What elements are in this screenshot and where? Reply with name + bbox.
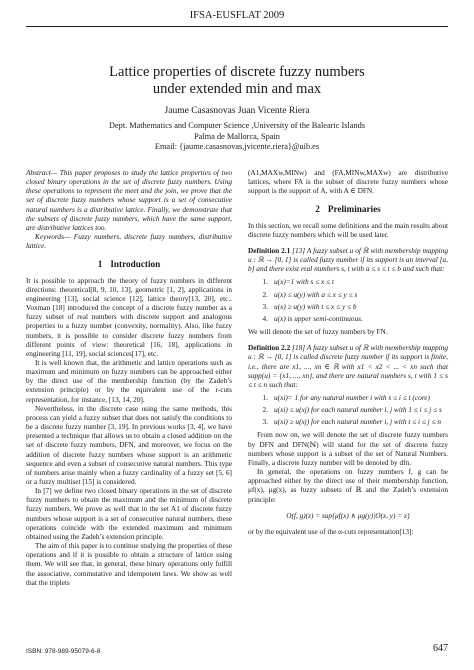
- list-item: [248, 314, 448, 323]
- dfn-notation-paragraph: From now on, we will denote the set of discrete fuzzy numbers by DFN and DFN(ℕ) will stand for the set of discrete fuzzy numbers whose support is a subset of the set of Natural Numbers. Finally, a discrete fuzzy number will be denoted by dfn.: [248, 430, 448, 467]
- title-line-2: under extended min and max: [152, 81, 322, 97]
- affiliation: [0, 121, 474, 153]
- prelim-intro: In this section, we recall some definitions and the main results about discrete fuzzy numbers which will be used later.: [248, 220, 448, 239]
- intro-paragraph-5: The aim of this paper is to continue studying the properties of these operations and if it is possible to obtain a structure of lattice using them. We will see that, in general, these binary operations only fulfill the associative, commutative and idempotent laws. We show as well that the triplets: [26, 541, 232, 587]
- item-number: 1.: [262, 392, 268, 402]
- intro-paragraph-2: It is well known that, the arithmetic and lattice operations such as maximum and minimum on fuzzy numbers can be approached either by the direct use of the membership function (by the Zadeh’s extension principle) or by the equivalent use of the r-cuts representation, for instance, [13, 14, 20].: [26, 357, 232, 404]
- list-item: [248, 302, 448, 311]
- item-text: u(x)=1 with s ≤ x ≤ t: [274, 277, 334, 287]
- fuzzy-number-set-note: We will denote the set of fuzzy numbers by FN.: [248, 327, 388, 337]
- item-text: u(x) is upper semi-continuous.: [274, 313, 363, 323]
- item-text: u(x) ≥ u(y) with t ≤ x ≤ y ≤ b: [274, 301, 357, 311]
- abstract-label: Abstract: [26, 168, 51, 177]
- definition-items: [248, 393, 448, 426]
- section-heading-preliminaries: [248, 205, 448, 214]
- section-title: Preliminaries: [327, 204, 381, 215]
- item-text: u(xi)= 1 for any natural number i with s ≤ i ≤ t (core): [274, 392, 430, 402]
- item-number: 3.: [262, 301, 268, 311]
- list-item: [248, 393, 448, 402]
- alpha-cuts-paragraph: or by the equivalent use of the α-cuts representation[13]:: [248, 526, 414, 536]
- definition-label: Definition 2.1: [248, 245, 291, 255]
- definition-body: [13] A fuzzy subset u of ℝ with membership mapping u : ℝ → [0, 1] is called fuzzy number if its support is an interval [a, b] and there exist real numbers s, t with a ≤ s ≤ t ≤ b and such that:: [248, 245, 448, 274]
- intro-paragraph-4: In [7] we define two closed binary operations in the set of discrete fuzzy numbers to obtain the maximum and the minimum of discrete fuzzy numbers. We prove as well that in the set A1 of discrete fuzzy numbers whose support is a set of consecutive natural numbers, these operations coincide with the extended maximum and minimum obtained using the Zadeh’s extension principle.: [26, 486, 232, 541]
- list-item: [248, 405, 448, 414]
- section-number: 1: [97, 259, 103, 270]
- authors: Jaume Casasnovas Juan Vicente Riera: [164, 106, 310, 116]
- list-item: [248, 277, 448, 286]
- right-column: [248, 168, 448, 536]
- item-number: 4.: [262, 313, 268, 323]
- keywords-text: — Fuzzy numbers, discrete fuzzy numbers, distributive lattice.: [26, 232, 232, 251]
- affiliation-dept: Dept. Mathematics and Computer Science ,University of the Balearic Islands: [109, 121, 365, 130]
- keywords-label: Keywords: [35, 232, 64, 242]
- header-rule: [26, 26, 448, 27]
- affiliation-email: Email: {jaume.casasnovas,jvicente.riera}@uib.es: [154, 142, 320, 152]
- definition-2-1: [248, 246, 448, 323]
- intro-paragraph-1: It is possible to approach the theory of fuzzy numbers in different directions: theoretical[8, 9, 10, 13], geometric [1, 2], applications in engineering [13], social science [12], lattice theory[13, 20], etc.. Voxman [18] introduced the concept of a discrete fuzzy number as a fuzzy subset of real numbers with discrete support and analogous properties to a fuzzy number (convexity, normality). Also, like fuzzy numbers, it is possible to consider discrete fuzzy numbers from different points of view: theoretical [16, 18], applications in engineering [11, 19], social sciences[17], etc.: [26, 275, 232, 358]
- definition-items: [248, 277, 448, 323]
- item-number: 3.: [262, 417, 268, 427]
- section-heading-introduction: [26, 260, 232, 269]
- definition-body: [18] A fuzzy subset u of ℝ with membership mapping u : ℝ → [0, 1] is called discrete fuzzy number if its support is finite, i.e., there are x1, ..., xn ∈ ℝ with x1 < x2 < ... < xn such that supp(u) = {x1, ..., xn}, and there are natural numbers s, t with 1 ≤ s ≤ t ≤ n such that:: [248, 343, 448, 389]
- operations-paragraph: In general, the operations on fuzzy numbers f, g can be approached either by the direct use of their membership function, μf(x), μg(x), as fuzzy subsets of ℝ and the Zadeh’s extension principle:: [248, 467, 448, 504]
- paper-title: [0, 64, 474, 98]
- title-line-1: Lattice properties of discrete fuzzy numbers: [109, 64, 365, 80]
- definition-label: Definition 2.2: [248, 343, 291, 353]
- item-number: 2.: [262, 405, 268, 415]
- item-text: u(xi) ≤ u(xj) for each natural number i, j with 1 ≤ i ≤ j ≤ s: [274, 405, 442, 415]
- keywords: [26, 232, 232, 250]
- definition-2-2: [248, 343, 448, 426]
- abstract: [26, 168, 232, 232]
- intro-paragraph-3: Nevertheless, in the discrete case using the same methods, this process can yield a fuzzy subset that does not satisfy the conditions to be a discrete fuzzy number [3, 19]. In previous works [3, 4], we have presented a technique that allows us to obtain a closed addition on the set of discrete fuzzy numbers, DFN, and moreover, we focus on the addition of discrete fuzzy numbers whose support is an arithmetic sequence and even a subset of consecutive natural numbers. This type of numbers arise mainly when a fuzzy cardinality of a fuzzy set [5, 6] or a fuzzy multiset [15] is considered.: [26, 403, 232, 486]
- page-number: 647: [433, 643, 448, 654]
- section-title: Introduction: [110, 259, 161, 270]
- zadeh-formula: O(f, g)(z) = sup{μf(x) ∧ μg(y)|O(x, y) = z}: [286, 510, 410, 520]
- conference-header: IFSA-EUSFLAT 2009: [189, 10, 285, 21]
- left-column: [26, 168, 232, 587]
- item-text: u(xi) ≥ u(xj) for each natural number i, j with t ≤ i ≤ j ≤ n: [274, 417, 442, 427]
- intro-continuation: (A1,MAXw,MINw) and (FA,MINw,MAXw) are distributive lattices, where FA is the subset of discrete fuzzy numbers whose support is the support of A, with A ∈ DFN.: [248, 168, 448, 196]
- abstract-text: — This paper proposes to study the lattice properties of two closed binary operations in the set of discrete fuzzy numbers. Using these operations to represent the meet and the join, we prove that the set of discrete fuzzy numbers whose support is a set of consecutive natural numbers is a distributive lattice. Finally, we demonstrate that the subsets of discrete fuzzy numbers, which have the same support, are distributive lattices too.: [26, 168, 232, 232]
- item-number: 1.: [262, 277, 268, 287]
- affiliation-city: Palma de Mallorca, Spain: [194, 131, 280, 141]
- isbn: ISBN: 978-989-95079-6-8: [26, 648, 101, 655]
- item-number: 2.: [262, 289, 268, 299]
- list-item: [248, 417, 448, 426]
- item-text: u(x) ≤ u(y) with a ≤ x ≤ y ≤ s: [274, 289, 358, 299]
- list-item: [248, 290, 448, 299]
- section-number: 2: [315, 204, 320, 215]
